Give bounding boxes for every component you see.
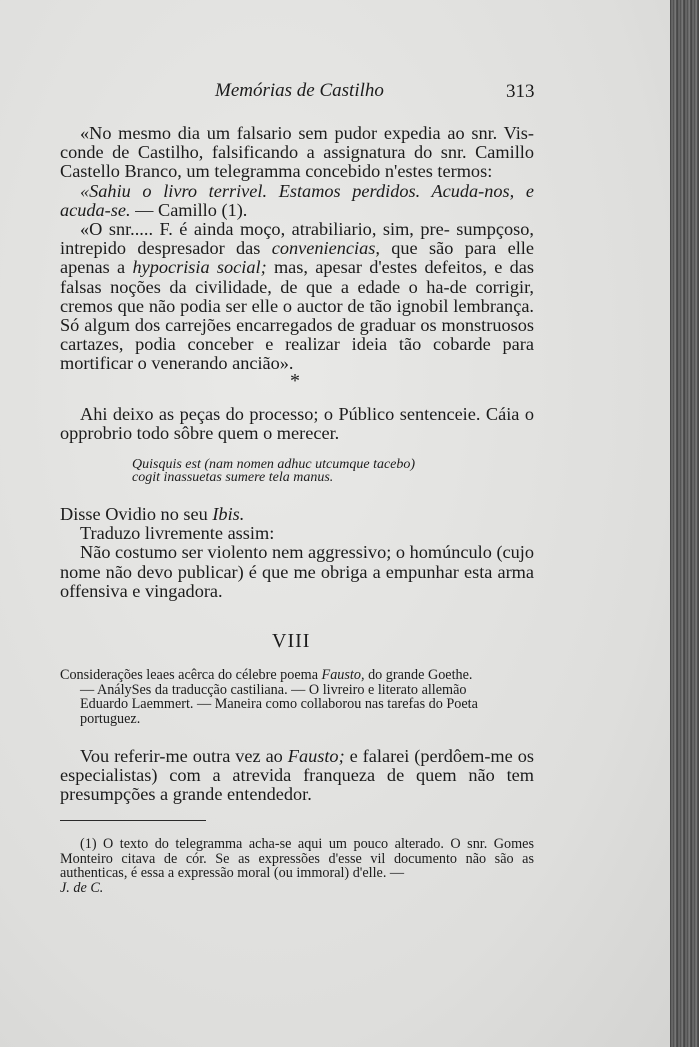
latin-quotation: Quisquis est (nam nomen adhuc utcumque tacebo) cogit inassuetas sumere tela manus. xyxy=(132,457,416,485)
paragraph-telegram-text: «Sahiu o livro terrivel. Estamos perdidos. Acuda-nos, e acuda-se. — Camillo (1). xyxy=(60,180,534,220)
footnote: (1) O texto do telegramma acha-se aqui um pouco alterado. O snr. Gomes Monteiro citava de cór. Se as expressões d'esse vil documento não são as authenticas, é essa a expressão moral (ou immoral) d'elle. — J. de C. xyxy=(60,836,535,896)
chapter-summary: Considerações leaes acêrca do célebre poema Fausto, do grande Goethe. — AnálySes da traducção castiliana. — O livreiro e literato allemão Eduardo Laemmert. — Maneira como collaborou nas tarefas do Poeta portuguez. xyxy=(60,667,478,727)
page-number: 313 xyxy=(506,81,535,102)
chapter-heading: VIII xyxy=(272,630,311,652)
paragraph-commentary: «O snr..... F. é ainda moço, atrabiliario, sim, pre- sumpçoso, intrepido despresador das conveniencias, que são para elle apenas a hypocrisia social; mas, apesar d'estes defeitos, e das falsas noções da civilidade, de que a edade o ha-de corrigir, cremos que não podia ser elle o auctor de tão ignobil lembrança. Só algum dos carrejões encarregados de graduar os monstruosos cartazes, podia conceber e realizar ideia tão cobarde para mortificar o venerando ancião». xyxy=(60,219,535,374)
running-title: Memórias de Castilho xyxy=(215,80,384,101)
footnote-rule xyxy=(60,820,206,821)
fausto-paragraph: Vou referir-me outra vez ao Fausto; e falarei (perdôem-me os especialistas) com a atrevida franqueza de quem não tem presumpções a grande entendedor. xyxy=(60,746,534,805)
ovid-paragraph: Disse Ovidio no seu Ibis. Traduzo livremente assim: Não costumo ser violento nem aggressivo; o homúnculo (cujo nome não devo publicar) é que me obriga a empunhar esta arma offensiva e vingadora. xyxy=(60,504,535,601)
book-fore-edge xyxy=(670,0,699,1047)
telegram-paragraphs xyxy=(60,124,534,374)
paragraph-telegram-intro: «No mesmo dia um falsario sem pudor expedia ao snr. Vis- conde de Castilho, falsificando a assignatura do snr. Camillo Castello Branco, um telegramma concebido n'estes termos: xyxy=(60,123,534,182)
section-separator: * xyxy=(290,370,300,392)
verdict-paragraph: Ahi deixo as peças do processo; o Público sentenceie. Cáia o opprobrio todo sôbre quem o merecer. xyxy=(60,404,534,444)
